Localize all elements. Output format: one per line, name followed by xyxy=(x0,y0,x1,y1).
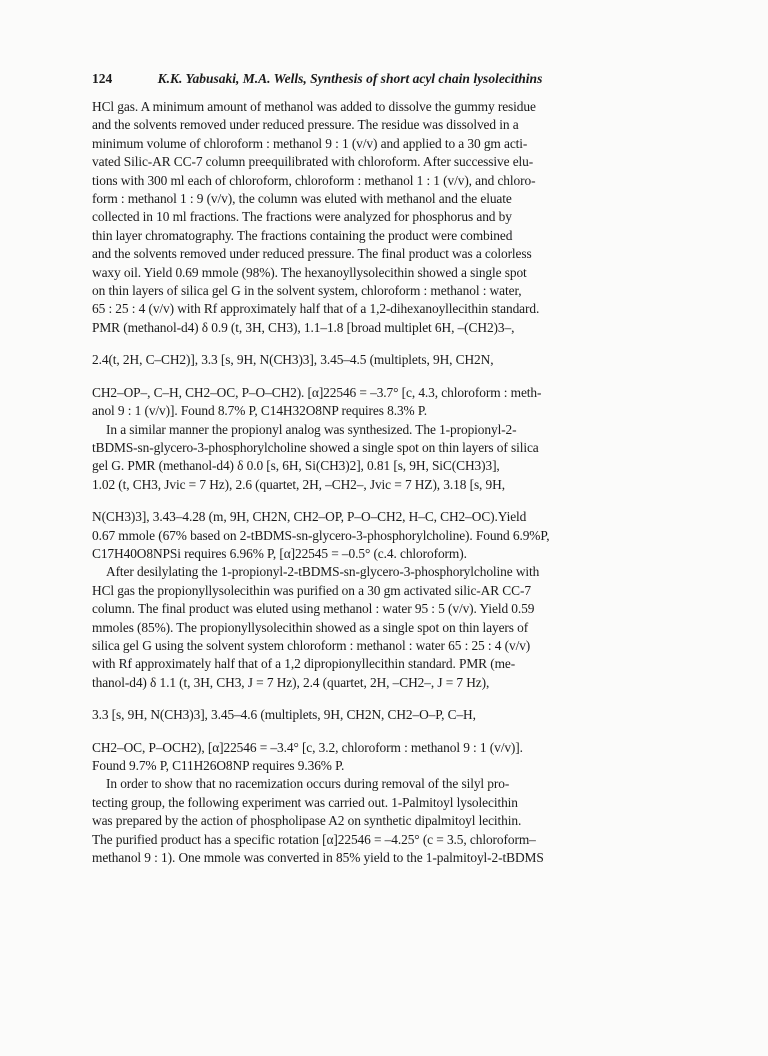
text-line: 2.4(t, 2H, C–CH2)], 3.3 [s, 9H, N(CH3)3], 3.45–4.5 (multiplets, 9H, CH2N, xyxy=(92,352,494,368)
body-text xyxy=(92,98,680,867)
text-line: N(CH3)3], 3.43–4.28 (m, 9H, CH2N, CH2–OP, P–O–CH2, H–C, CH2–OC).Yield xyxy=(92,509,527,525)
text-line: CH2–OP–, C–H, CH2–OC, P–O–CH2). [α]22546 = –3.7° [c, 4.3, chloroform : meth- xyxy=(92,384,542,400)
text-line: 3.3 [s, 9H, N(CH3)3], 3.45–4.6 (multiplets, 9H, CH2N, CH2–O–P, C–H, xyxy=(92,707,476,723)
text-line: was prepared by the action of phospholipase A2 on synthetic dipalmitoyl lecithin. xyxy=(92,813,522,829)
text-line: gel G. PMR (methanol-d4) δ 0.0 [s, 6H, Si(CH3)2], 0.81 [s, 9H, SiC(CH3)3], xyxy=(92,458,500,474)
text-line: column. The final product was eluted using methanol : water 95 : 5 (v/v). Yield 0.59 xyxy=(92,601,535,617)
text-line: 1.02 (t, CH3, Jvic = 7 Hz), 2.6 (quartet, 2H, –CH2–, Jvic = 7 HZ), 3.18 [s, 9H, xyxy=(92,476,505,492)
text-line: In a similar manner the propionyl analog was synthesized. The 1-propionyl-2- xyxy=(106,421,517,437)
text-line: 0.67 mmole (67% based on 2-tBDMS-sn-glycero-3-phosphorylcholine). Found 6.9%P, xyxy=(92,527,550,543)
text-line: methanol 9 : 1). One mmole was converted in 85% yield to the 1-palmitoyl-2-tBDMS xyxy=(92,850,544,866)
text-line: on thin layers of silica gel G in the solvent system, chloroform : methanol : water, xyxy=(92,283,522,299)
text-line: PMR (methanol-d4) δ 0.9 (t, 3H, CH3), 1.1–1.8 [broad multiplet 6H, –(CH2)3–, xyxy=(92,319,515,335)
text-line: minimum volume of chloroform : methanol 9 : 1 (v/v) and applied to a 30 gm acti- xyxy=(92,135,528,151)
page-number: 124 xyxy=(92,71,113,86)
text-line: mmoles (85%). The propionyllysolecithin showed as a single spot on thin layers of xyxy=(92,619,529,635)
text-line: collected in 10 ml fractions. The fractions were analyzed for phosphorus and by xyxy=(92,209,512,225)
text-line: and the solvents removed under reduced pressure. The residue was dissolved in a xyxy=(92,117,519,133)
text-line: silica gel G using the solvent system chloroform : methanol : water 65 : 25 : 4 (v/v) xyxy=(92,637,531,653)
text-line: anol 9 : 1 (v/v)]. Found 8.7% P, C14H32O8NP requires 8.3% P. xyxy=(92,403,427,419)
text-line: tions with 300 ml each of chloroform, chloroform : methanol 1 : 1 (v/v), and chloro- xyxy=(92,172,536,188)
text-line: In order to show that no racemization occurs during removal of the silyl pro- xyxy=(106,776,510,792)
text-line: form : methanol 1 : 9 (v/v), the column was eluted with methanol and the eluate xyxy=(92,191,512,207)
text-line: and the solvents removed under reduced pressure. The final product was a colorless xyxy=(92,246,532,262)
text-line: HCl gas. A minimum amount of methanol was added to dissolve the gummy residue xyxy=(92,99,536,114)
page-header xyxy=(92,70,652,88)
text-line: HCl gas the propionyllysolecithin was purified on a 30 gm activated silic-AR CC-7 xyxy=(92,582,531,598)
text-line: tBDMS-sn-glycero-3-phosphorylcholine showed a single spot on thin layers of silica xyxy=(92,439,539,455)
text-line: Found 9.7% P, C11H26O8NP requires 9.36% P. xyxy=(92,758,345,773)
text-line: tecting group, the following experiment was carried out. 1-Palmitoyl lysolecithin xyxy=(92,794,518,810)
text-line: thin layer chromatography. The fractions containing the product were combined xyxy=(92,227,513,243)
running-title: K.K. Yabusaki, M.A. Wells, Synthesis of short acyl chain lysolecithins xyxy=(157,71,543,86)
text-line: vated Silic-AR CC-7 column preequilibrated with chloroform. After successive elu- xyxy=(92,154,534,170)
text-line: After desilylating the 1-propionyl-2-tBDMS-sn-glycero-3-phosphorylcholine with xyxy=(106,564,540,580)
text-line: 65 : 25 : 4 (v/v) with Rf approximately half that of a 1,2-dihexanoyllecithin standard. xyxy=(92,301,540,317)
text-line: with Rf approximately half that of a 1,2 dipropionyllecithin standard. PMR (me- xyxy=(92,656,516,672)
text-line: The purified product has a specific rotation [α]22546 = –4.25° (c = 3.5, chloroform– xyxy=(92,831,536,847)
text-line: CH2–OC, P–OCH2), [α]22546 = –3.4° [c, 3.2, chloroform : methanol 9 : 1 (v/v)]. xyxy=(92,739,523,755)
text-line: waxy oil. Yield 0.69 mmole (98%). The hexanoyllysolecithin showed a single spot xyxy=(92,264,527,280)
text-line: thanol-d4) δ 1.1 (t, 3H, CH3, J = 7 Hz), 2.4 (quartet, 2H, –CH2–, J = 7 Hz), xyxy=(92,674,490,690)
text-line: C17H40O8NPSi requires 6.96% P, [α]22545 = –0.5° (c.4. chloroform). xyxy=(92,545,467,561)
